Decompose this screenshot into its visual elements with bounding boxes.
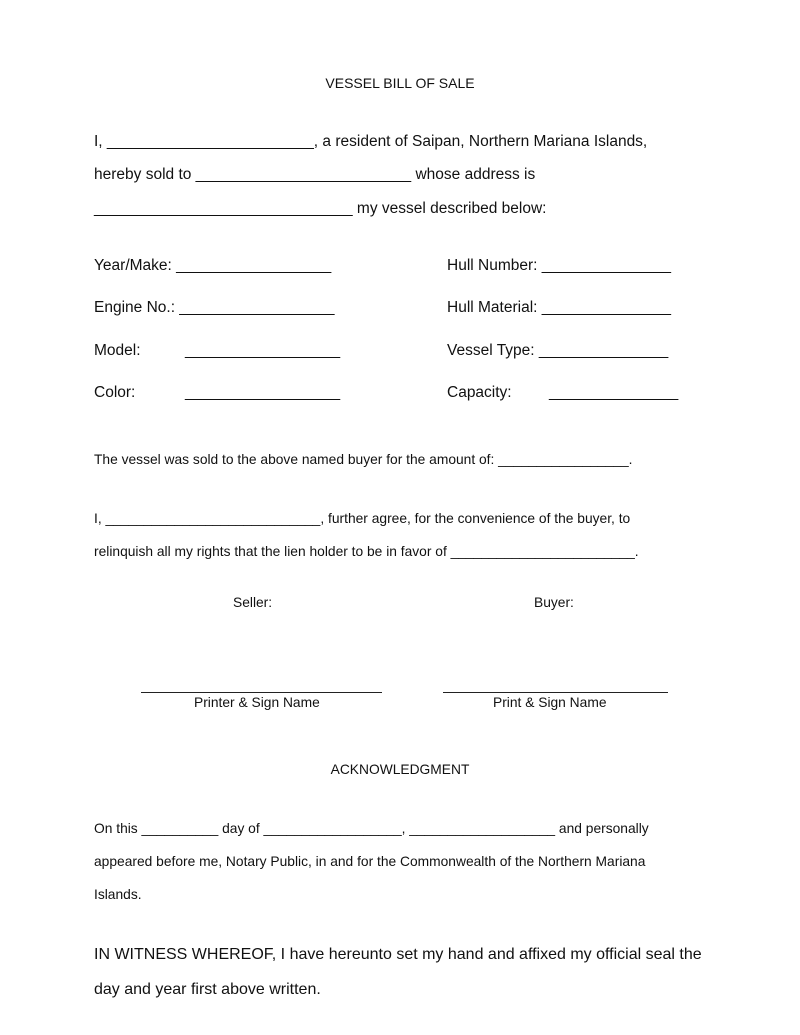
witness-line-2: day and year first above written. — [94, 981, 321, 998]
witness-line-1: IN WITNESS WHEREOF, I have hereunto set my hand and affixed my official seal the — [94, 946, 702, 963]
acknowledgment-heading: ACKNOWLEDGMENT — [330, 762, 470, 777]
capacity-blank: _______________ — [549, 384, 679, 401]
acknowledgment-line-1: On this __________ day of __________________, ___________________ and personally — [94, 821, 649, 836]
capacity-label: Capacity: — [447, 384, 512, 401]
amount-line: The vessel was sold to the above named buyer for the amount of: _________________. — [94, 452, 633, 467]
agree-line-2: relinquish all my rights that the lien holder to be in favor of ________________________. — [94, 544, 639, 559]
hull-material-field: Hull Material: _______________ — [447, 299, 672, 316]
model-label: Model: — [94, 342, 141, 359]
year-make-field: Year/Make: __________________ — [94, 257, 332, 274]
color-label: Color: — [94, 384, 136, 401]
engine-no-field: Engine No.: __________________ — [94, 299, 335, 316]
acknowledgment-line-2: appeared before me, Notary Public, in and for the Commonwealth of the Northern Mariana — [94, 854, 646, 869]
intro-line-2: hereby sold to _________________________ whose address is — [94, 166, 536, 183]
intro-line-1: I, ________________________, a resident of Saipan, Northern Mariana Islands, — [94, 133, 648, 150]
vessel-type-field: Vessel Type: _______________ — [447, 342, 669, 359]
buyer-signature-line — [443, 692, 668, 693]
intro-line-3: ______________________________ my vessel described below: — [94, 200, 547, 217]
acknowledgment-line-3: Islands. — [94, 887, 142, 902]
document-title: VESSEL BILL OF SALE — [325, 75, 475, 91]
buyer-caption: Print & Sign Name — [493, 695, 607, 710]
seller-signature-line — [141, 692, 382, 693]
seller-caption: Printer & Sign Name — [194, 695, 320, 710]
agree-line-1: I, ____________________________, further agree, for the convenience of the buyer, to — [94, 511, 631, 526]
buyer-label: Buyer: — [534, 595, 574, 610]
color-blank: __________________ — [185, 384, 341, 401]
model-blank: __________________ — [185, 342, 341, 359]
seller-label: Seller: — [233, 595, 273, 610]
hull-number-field: Hull Number: _______________ — [447, 257, 672, 274]
